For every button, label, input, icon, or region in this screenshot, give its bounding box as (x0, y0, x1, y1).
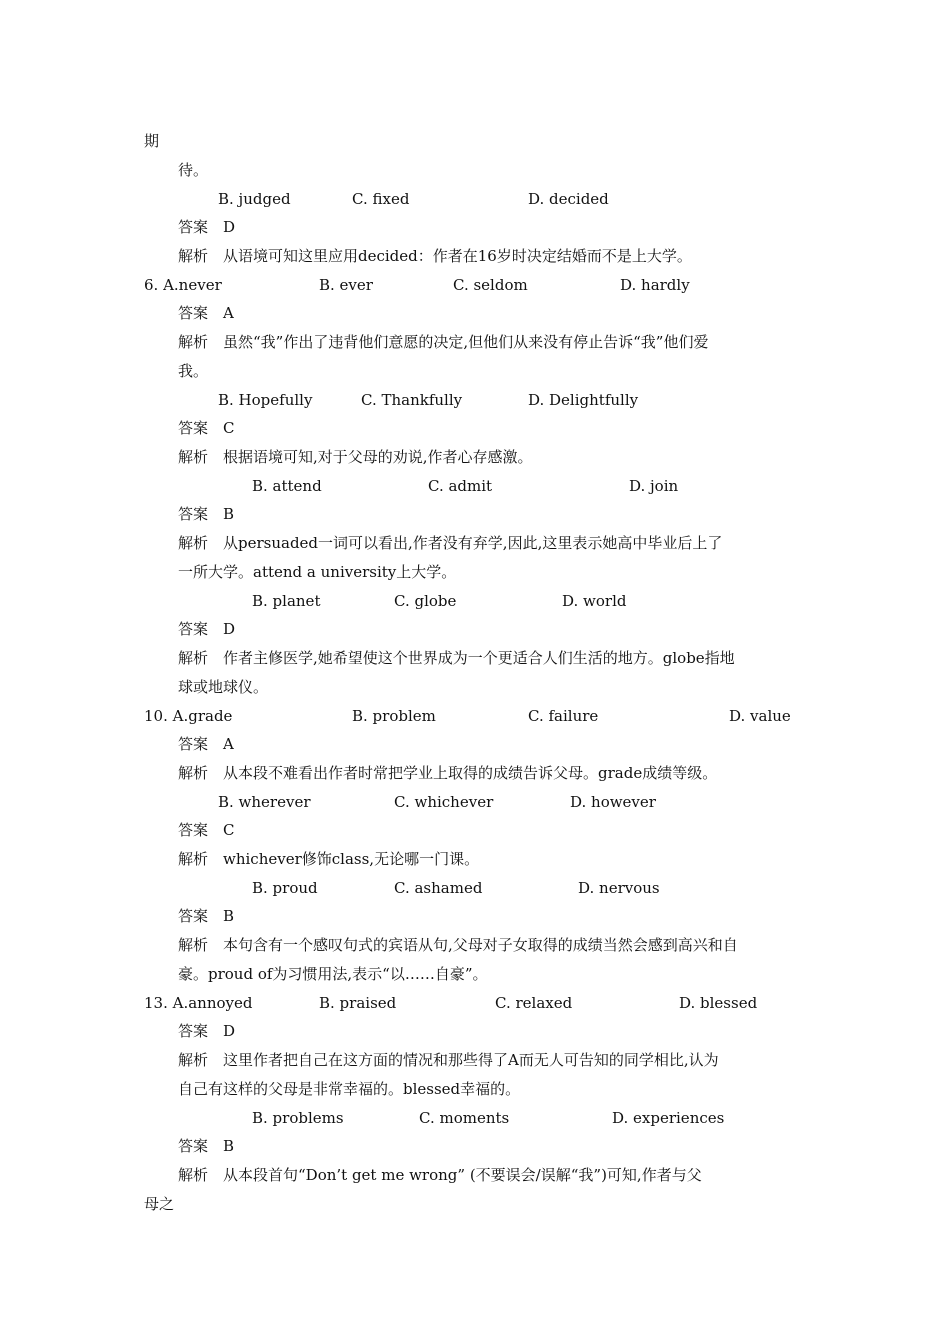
explanation-line: 一所大学。attend a university上大学。 (178, 563, 457, 581)
question-number-option-a: 10. A.grade (144, 707, 233, 725)
answer-line: 答案 C (178, 821, 235, 839)
option-c: C. ashamed (394, 879, 483, 897)
option-c: C. whichever (394, 793, 494, 811)
option-d: D. decided (528, 190, 609, 208)
option-b: B. proud (252, 879, 318, 897)
option-b: B. Hopefully (218, 391, 313, 409)
explanation-line: 解析 从本段不难看出作者时常把学业上取得的成绩告诉父母。grade成绩等级。 (178, 764, 718, 782)
option-d: D. join (629, 477, 679, 495)
explanation-line: 豪。proud of为习惯用法,表示“以……自豪”。 (178, 965, 488, 983)
explanation-line: 解析 从语境可知这里应用decided：作者在16岁时决定结婚而不是上大学。 (178, 247, 692, 265)
option-d: D. nervous (578, 879, 660, 897)
text-line: 期 (144, 132, 160, 150)
option-d: D. experiences (612, 1109, 725, 1127)
explanation-line: 解析 作者主修医学,她希望使这个世界成为一个更适合人们生活的地方。globe指地 (178, 649, 735, 667)
answer-line: 答案 A (178, 735, 234, 753)
explanation-line: 解析 从persuaded一词可以看出,作者没有弃学,因此,这里表示她高中毕业后上了 (178, 534, 723, 552)
question-number-option-a: 13. A.annoyed (144, 994, 253, 1012)
option-c: C. admit (428, 477, 493, 495)
answer-line: 答案 B (178, 907, 235, 925)
option-d: D. value (729, 707, 791, 725)
explanation-line: 解析 从本段首句“Don’t get me wrong” (不要误会/误解“我”)可知,作者与父 (178, 1166, 702, 1184)
explanation-line: 解析 whichever修饰class,无论哪一门课。 (178, 850, 480, 868)
explanation-line: 解析 本句含有一个感叹句式的宾语从句,父母对子女取得的成绩当然会感到高兴和自 (178, 936, 738, 954)
explanation-line: 解析 虽然“我”作出了违背他们意愿的决定,但他们从来没有停止告诉“我”他们爱 (178, 333, 709, 351)
explanation-line: 自己有这样的父母是非常幸福的。blessed幸福的。 (178, 1080, 521, 1098)
explanation-line: 解析 根据语境可知,对于父母的劝说,作者心存感激。 (178, 448, 533, 466)
option-c: C. fixed (352, 190, 410, 208)
text-line: 待。 (178, 161, 209, 179)
explanation-line: 我。 (178, 362, 209, 380)
option-b: B. attend (252, 477, 322, 495)
answer-line: 答案 D (178, 218, 236, 236)
option-b: B. problem (352, 707, 436, 725)
option-b: B. problems (252, 1109, 344, 1127)
option-b: B. wherever (218, 793, 311, 811)
answer-line: 答案 D (178, 620, 236, 638)
explanation-line: 解析 这里作者把自己在这方面的情况和那些得了A而无人可告知的同学相比,认为 (178, 1051, 719, 1069)
option-c: C. Thankfully (361, 391, 463, 409)
option-c: C. seldom (453, 276, 528, 294)
option-c: C. relaxed (495, 994, 573, 1012)
explanation-line: 母之 (144, 1195, 175, 1213)
answer-line: 答案 A (178, 304, 234, 322)
option-d: D. however (570, 793, 656, 811)
option-d: D. world (562, 592, 627, 610)
question-number-option-a: 6. A.never (144, 276, 222, 294)
option-b: B. ever (319, 276, 373, 294)
option-b: B. praised (319, 994, 397, 1012)
option-c: C. failure (528, 707, 599, 725)
option-c: C. globe (394, 592, 457, 610)
option-d: D. hardly (620, 276, 690, 294)
answer-line: 答案 C (178, 419, 235, 437)
answer-line: 答案 B (178, 505, 235, 523)
explanation-line: 球或地球仪。 (178, 678, 269, 696)
answer-line: 答案 B (178, 1137, 235, 1155)
option-b: B. judged (218, 190, 291, 208)
answer-line: 答案 D (178, 1022, 236, 1040)
option-d: D. Delightfully (528, 391, 639, 409)
option-b: B. planet (252, 592, 321, 610)
option-c: C. moments (419, 1109, 510, 1127)
option-d: D. blessed (679, 994, 758, 1012)
